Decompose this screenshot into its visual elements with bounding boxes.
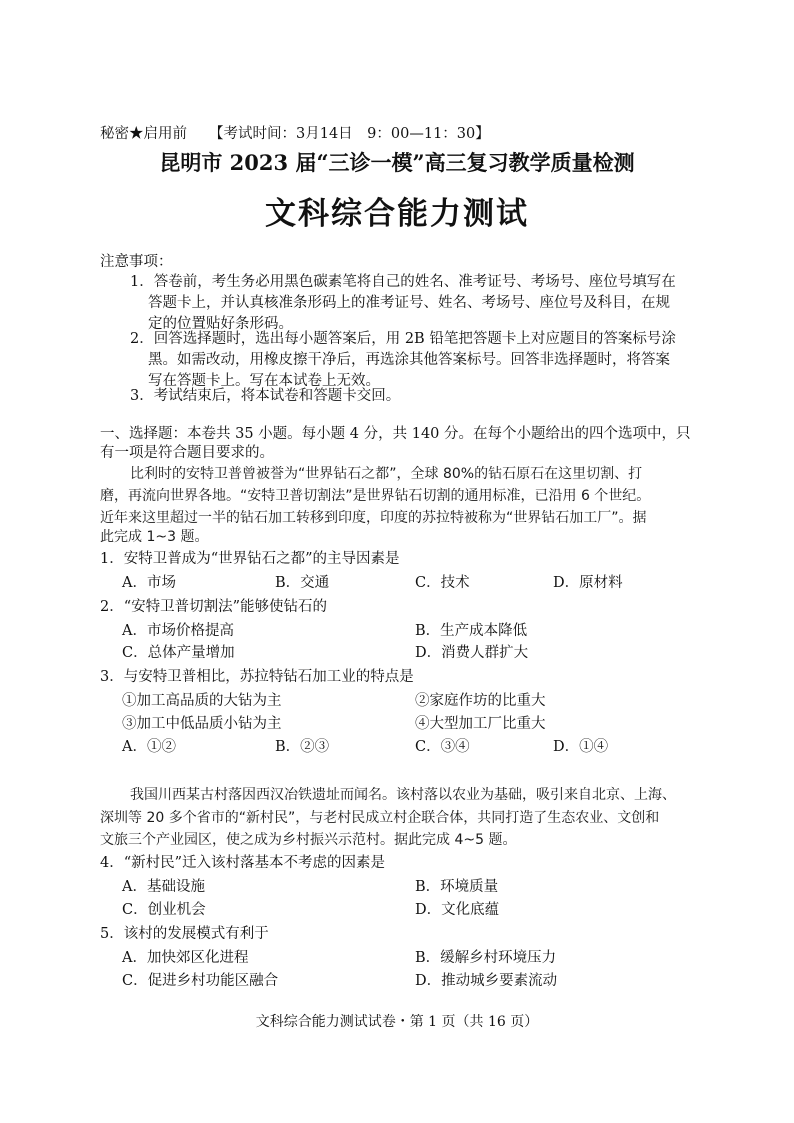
notice-heading: 注意事项： — [100, 254, 173, 270]
question-2-option-a: A．市场价格提高 — [122, 623, 234, 639]
notice-item-2-line-2: 黑。如需改动，用橡皮擦干净后，再选涂其他答案标号。回答非选择题时，将答案 — [148, 352, 670, 368]
question-5-option-c: C．促进乡村功能区融合 — [122, 973, 279, 989]
question-3-statement-4: ④大型加工厂比重大 — [415, 716, 546, 732]
exam-header-line — [100, 124, 490, 144]
question-2-stem: 2．“安特卫普切割法”能够使钻石的 — [100, 599, 328, 615]
question-1-option-b: B．交通 — [275, 575, 330, 591]
passage-2-line-3: 文旅三个产业园区，使之成为乡村振兴示范村。据此完成 4~5 题。 — [100, 832, 517, 848]
question-3-option-d: D．①④ — [553, 739, 609, 755]
question-5-stem: 5．该村的发展模式有利于 — [100, 926, 269, 942]
question-1-option-a: A．市场 — [122, 575, 176, 591]
exam-subject: 文科综合能力测试 — [265, 196, 529, 232]
question-1-stem: 1．安特卫普成为“世界钻石之都”的主导因素是 — [100, 551, 400, 567]
passage-1-line-1: 比利时的安特卫普曾被誉为“世界钻石之都”，全球 80%的钻石原石在这里切割、打 — [130, 466, 643, 482]
notice-item-3: 3．考试结束后，将本试卷和答题卡交回。 — [130, 388, 401, 404]
page-footer: 文科综合能力测试试卷・第 1 页（共 16 页） — [255, 1014, 539, 1030]
exam-title: 昆明市 2023 届“三诊一模”高三复习教学质量检测 — [159, 150, 635, 175]
question-4-stem: 4．“新村民”迁入该村落基本不考虑的因素是 — [100, 855, 386, 871]
notice-item-2-line-1: 2．回答选择题时，选出每小题答案后，用 2B 铅笔把答题卡上对应题目的答案标号涂 — [130, 331, 676, 347]
question-4-option-c: C．创业机会 — [122, 902, 206, 918]
question-3-option-c: C．③④ — [415, 739, 470, 755]
question-3-statement-2: ②家庭作坊的比重大 — [415, 693, 546, 709]
question-3-stem: 3．与安特卫普相比，苏拉特钻石加工业的特点是 — [100, 669, 414, 685]
exam-time: 【考试时间：3月14日 9：00—11：30】 — [209, 126, 490, 142]
question-1-option-c: C．技术 — [415, 575, 470, 591]
question-1-option-d: D．原材料 — [553, 575, 623, 591]
notice-item-1-line-1: 1．答卷前，考生务必用黑色碳素笔将自己的姓名、准考证号、考场号、座位号填写在 — [130, 274, 676, 290]
notice-item-2-line-3: 写在答题卡上。写在本试卷上无效。 — [148, 373, 380, 389]
question-3-statement-1: ①加工高品质的大钻为主 — [122, 693, 282, 709]
question-4-option-b: B．环境质量 — [415, 879, 499, 895]
passage-1-line-3: 近年来这里超过一半的钻石加工转移到印度，印度的苏拉特被称为“世界钻石加工厂”。据 — [100, 510, 647, 526]
question-2-option-b: B．生产成本降低 — [415, 623, 528, 639]
passage-1-line-4: 此完成 1~3 题。 — [100, 529, 209, 545]
question-3-option-a: A．①② — [122, 739, 176, 755]
passage-2-line-2: 深圳等 20 多个省市的“新村民”，与老村民成立村企联合体，共同打造了生态农业、文创和 — [100, 810, 660, 826]
question-4-option-d: D．文化底蕴 — [415, 902, 500, 918]
section-heading-line-2: 有一项是符合题目要求的。 — [100, 445, 274, 461]
question-5-option-d: D．推动城乡要素流动 — [415, 973, 558, 989]
passage-2-line-1: 我国川西某古村落因西汉冶铁遗址而闻名。该村落以农业为基础，吸引来自北京、上海、 — [130, 787, 676, 803]
question-4-option-a: A．基础设施 — [122, 879, 205, 895]
question-2-option-c: C．总体产量增加 — [122, 645, 235, 661]
question-2-option-d: D．消费人群扩大 — [415, 645, 529, 661]
question-3-option-b: B．②③ — [275, 739, 330, 755]
section-heading-line-1: 一、选择题：本卷共 35 小题。每小题 4 分，共 140 分。在每个小题给出的四个选项中，只 — [100, 426, 691, 442]
question-5-option-a: A．加快郊区化进程 — [122, 950, 249, 966]
secrecy-label: 秘密★启用前 — [100, 126, 187, 142]
notice-item-1-line-2: 答题卡上，并认真核准条形码上的准考证号、姓名、考场号、座位号及科目，在规 — [148, 295, 670, 311]
passage-1-line-2: 磨，再流向世界各地。“安特卫普切割法”是世界钻石切割的通用标准，已沿用 6 个世纪。 — [100, 488, 651, 504]
question-5-option-b: B．缓解乡村环境压力 — [415, 950, 557, 966]
question-3-statement-3: ③加工中低品质小钻为主 — [122, 716, 282, 732]
notice-item-1-line-3: 定的位置贴好条形码。 — [148, 316, 293, 332]
